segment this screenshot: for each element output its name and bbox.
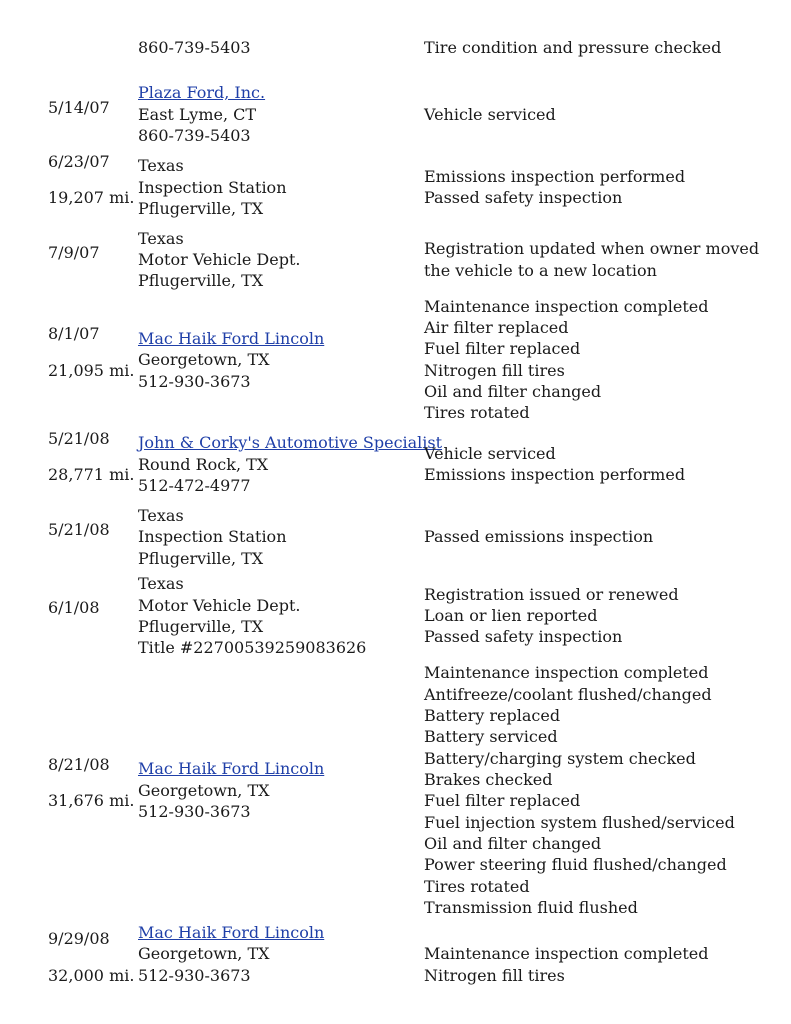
record-5-source-line: Round Rock, TX (138, 455, 269, 474)
record-2-date: 6/23/07 (48, 152, 110, 171)
record-8-detail-line: Oil and filter changed (424, 834, 602, 853)
record-4-detail-line: Oil and filter changed (424, 382, 602, 401)
record-7-source-line: Title #22700539259083626 (138, 638, 367, 657)
record-5-source-line: 512-472-4977 (138, 476, 251, 495)
record-7-detail-line: Loan or lien reported (424, 606, 598, 625)
record-9-mileage: 32,000 mi. (48, 966, 135, 985)
record-3-detail-line: Registration updated when owner moved (424, 239, 760, 258)
record-4-detail-line: Tires rotated (424, 403, 530, 422)
record-6-source-line: Inspection Station (138, 527, 287, 546)
record-3-source-line: Pflugerville, TX (138, 271, 264, 290)
record-8-detail-line: Maintenance inspection completed (424, 663, 709, 682)
record-9-date: 9/29/08 (48, 929, 110, 948)
record-4-dealer-link[interactable]: Mac Haik Ford Lincoln (138, 329, 325, 348)
record-5-detail-line: Emissions inspection performed (424, 465, 686, 484)
record-7-date: 6/1/08 (48, 598, 100, 617)
record-8-mileage: 31,676 mi. (48, 791, 135, 810)
record-8-detail-line: Fuel injection system flushed/serviced (424, 813, 735, 832)
record-8-detail-line: Fuel filter replaced (424, 791, 581, 810)
record-2-mileage: 19,207 mi. (48, 188, 135, 207)
record-9-detail-line: Nitrogen fill tires (424, 966, 565, 985)
record-8-detail-line: Battery serviced (424, 727, 558, 746)
record-2-detail-line: Emissions inspection performed (424, 167, 686, 186)
record-2-source-line: Pflugerville, TX (138, 199, 264, 218)
record-8-detail-line: Battery replaced (424, 706, 561, 725)
record-8-dealer-link[interactable]: Mac Haik Ford Lincoln (138, 759, 325, 778)
record-2-detail-line: Passed safety inspection (424, 188, 623, 207)
record-1-dealer-link[interactable]: Plaza Ford, Inc. (138, 83, 266, 102)
record-4-detail-line: Fuel filter replaced (424, 339, 581, 358)
record-4-source-line: 512-930-3673 (138, 372, 251, 391)
record-2-source-line: Inspection Station (138, 178, 287, 197)
record-8-source-line: 512-930-3673 (138, 802, 251, 821)
record-8-detail-line: Battery/charging system checked (424, 749, 696, 768)
record-4-source-line: Georgetown, TX (138, 350, 270, 369)
record-1-date: 5/14/07 (48, 98, 110, 117)
record-2-source-line: Texas (138, 156, 184, 175)
record-7-detail-line: Passed safety inspection (424, 627, 623, 646)
record-4-mileage: 21,095 mi. (48, 361, 135, 380)
record-0-detail-line: Tire condition and pressure checked (424, 38, 722, 57)
record-1-source-line: East Lyme, CT (138, 105, 257, 124)
record-0-source-line: 860-739-5403 (138, 38, 251, 57)
record-3-detail-line: the vehicle to a new location (424, 261, 657, 280)
record-1-detail-line: Vehicle serviced (424, 105, 556, 124)
record-5-date: 5/21/08 (48, 429, 110, 448)
record-9-detail-line: Maintenance inspection completed (424, 944, 709, 963)
record-1-source-line: 860-739-5403 (138, 126, 251, 145)
record-6-source-line: Pflugerville, TX (138, 549, 264, 568)
record-9-source-line: 512-930-3673 (138, 966, 251, 985)
record-7-source-line: Pflugerville, TX (138, 617, 264, 636)
record-9-dealer-link[interactable]: Mac Haik Ford Lincoln (138, 923, 325, 942)
record-8-detail-line: Transmission fluid flushed (424, 898, 638, 917)
record-8-detail-line: Power steering fluid flushed/changed (424, 855, 727, 874)
record-8-detail-line: Tires rotated (424, 877, 530, 896)
record-7-source-line: Motor Vehicle Dept. (138, 596, 301, 615)
record-7-detail-line: Registration issued or renewed (424, 585, 679, 604)
record-9-source-line: Georgetown, TX (138, 944, 270, 963)
record-4-detail-line: Nitrogen fill tires (424, 361, 565, 380)
record-6-date: 5/21/08 (48, 520, 110, 539)
record-7-source-line: Texas (138, 574, 184, 593)
record-4-detail-line: Air filter replaced (424, 318, 569, 337)
record-8-detail-line: Antifreeze/coolant flushed/changed (424, 685, 712, 704)
record-3-date: 7/9/07 (48, 243, 100, 262)
record-4-detail-line: Maintenance inspection completed (424, 297, 709, 316)
record-8-date: 8/21/08 (48, 755, 110, 774)
record-8-detail-line: Brakes checked (424, 770, 553, 789)
record-5-detail-line: Vehicle serviced (424, 444, 556, 463)
record-3-source-line: Texas (138, 229, 184, 248)
record-3-source-line: Motor Vehicle Dept. (138, 250, 301, 269)
record-4-date: 8/1/07 (48, 324, 100, 343)
record-6-detail-line: Passed emissions inspection (424, 527, 654, 546)
record-5-dealer-link[interactable]: John & Corky's Automotive Specialist (138, 433, 443, 452)
record-6-source-line: Texas (138, 506, 184, 525)
record-5-mileage: 28,771 mi. (48, 465, 135, 484)
record-8-source-line: Georgetown, TX (138, 781, 270, 800)
